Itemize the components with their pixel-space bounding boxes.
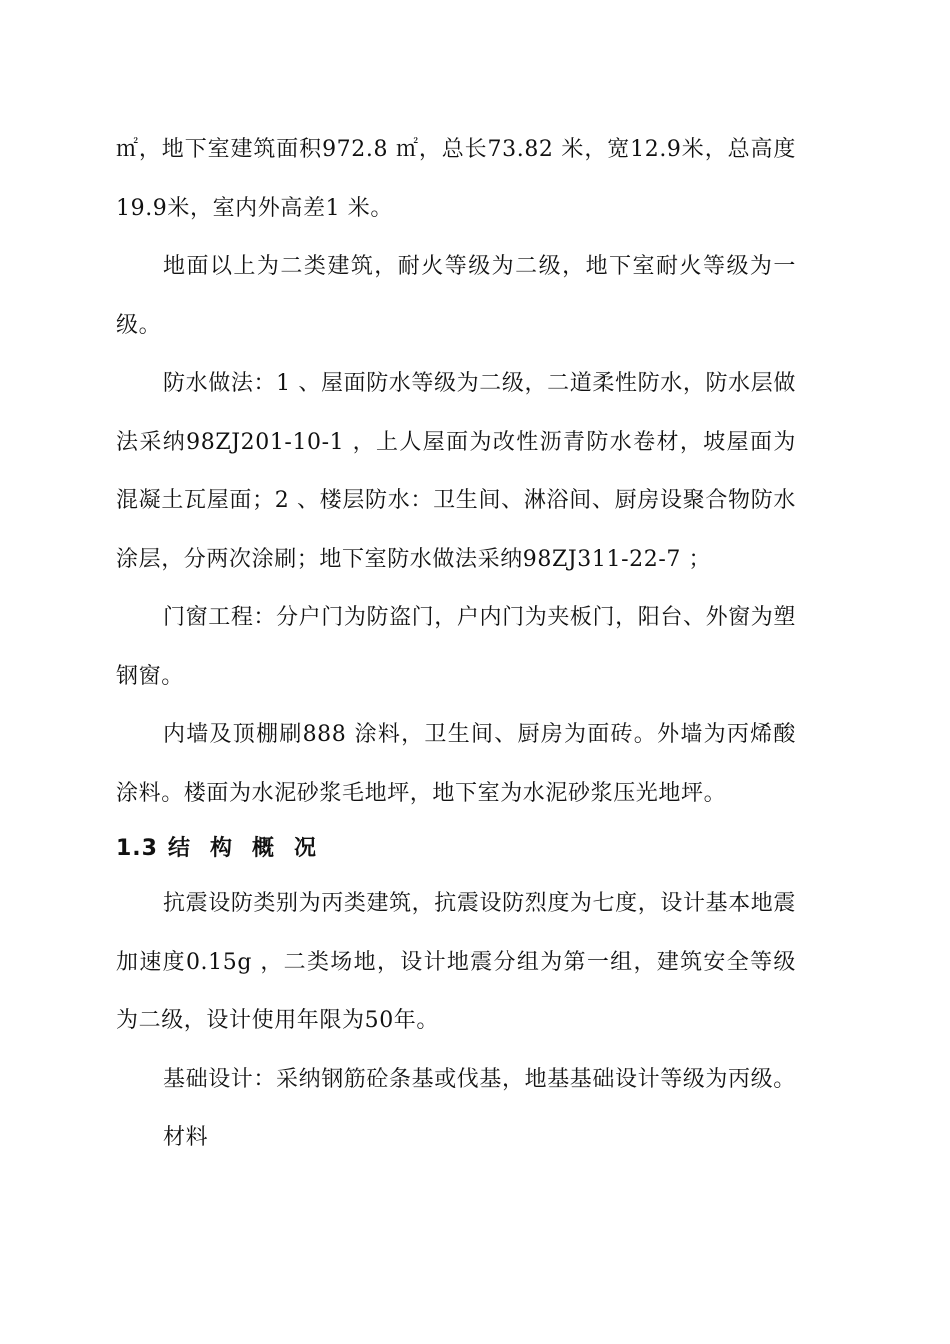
section-title: 结构概况: [167, 836, 336, 861]
paragraph-doors-windows: 门窗工程：分户门为防盗门，户内门为夹板门，阳台、外窗为塑钢窗。: [116, 605, 796, 689]
paragraph-finishes: 内墙及顶棚刷888 涂料，卫生间、厨房为面砖。外墙为丙烯酸涂料。楼面为水泥砂浆毛地坪，地下室为水泥砂浆压光地坪。: [116, 722, 796, 806]
paragraph-fire-rating: 地面以上为二类建筑，耐火等级为二级，地下室耐火等级为一级。: [116, 254, 796, 338]
paragraph-materials: 材料: [163, 1125, 209, 1150]
section-heading: [116, 823, 796, 875]
paragraph-waterproofing: 防水做法：1 、屋面防水等级为二级，二道柔性防水，防水层做法采纳98ZJ201-10-1 ，上人屋面为改性沥青防水卷材，坡屋面为混凝土瓦屋面；2 、楼层防水：卫生间、淋浴间、厨房设聚合物防水涂层，分两次涂刷；地下室防水做法采纳98ZJ311-22-7 ；: [116, 371, 796, 572]
paragraph-building-area: ㎡，地下室建筑面积972.8 ㎡，总长73.82 米，宽12.9米，总高度19.9米，室内外高差1 米。: [116, 137, 796, 221]
paragraph-foundation: 基础设计：采纳钢筋砼条基或伐基，地基基础设计等级为丙级。: [163, 1066, 796, 1092]
paragraph-seismic: 抗震设防类别为丙类建筑，抗震设防烈度为七度，设计基本地震加速度0.15g ，二类场地，设计地震分组为第一组，建筑安全等级为二级，设计使用年限为50年。: [116, 891, 796, 1033]
section-number: 1.3: [116, 836, 158, 861]
document-body: [116, 121, 796, 1168]
